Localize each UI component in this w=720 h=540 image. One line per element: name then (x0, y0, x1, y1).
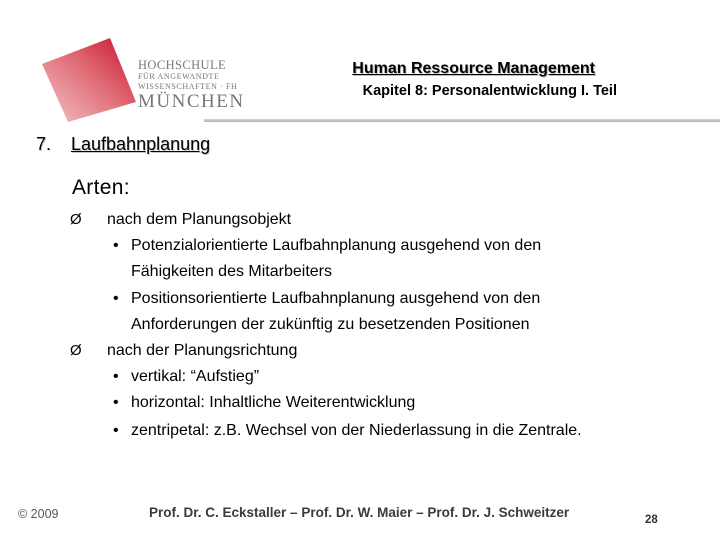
bullet-icon: • (113, 237, 119, 254)
copyright-notice: © 2009 (18, 507, 59, 521)
list-item-planning-direction (70, 342, 297, 360)
sub-item-text: Potenzialorientierte Laufbahnplanung ausgehend von den (131, 237, 542, 254)
sub-item-text: Positionsorientierte Laufbahnplanung ausgehend von den (131, 290, 541, 307)
university-logo (32, 38, 244, 122)
sub-item-vertical (113, 368, 259, 386)
sub-item-continuation: Fähigkeiten des Mitarbeiters (131, 263, 332, 280)
section-heading (36, 134, 210, 155)
list-item-planning-object (70, 211, 291, 229)
page-number: 28 (645, 514, 658, 526)
logo-line-angewandte: FÜR ANGEWANDTE (138, 72, 220, 81)
arrow-bullet-icon: Ø (70, 342, 82, 359)
header-subtitle: Kapitel 8: Personalentwicklung I. Teil (362, 83, 617, 99)
bullet-icon: • (113, 422, 119, 439)
sub-item-potential (113, 237, 541, 255)
sub-item-text: horizontal: Inhaltliche Weiterentwicklung (131, 394, 416, 411)
sub-item-text: zentripetal: z.B. Wechsel von der Niederlassung in die Zentrale. (131, 422, 582, 439)
section-number: 7. (36, 134, 52, 154)
header-title: Human Ressource Management (352, 60, 595, 77)
bullet-icon: • (113, 394, 119, 411)
arrow-bullet-icon: Ø (70, 211, 82, 228)
list-item-label: nach dem Planungsobjekt (107, 211, 292, 228)
logo-line-hochschule: HOCHSCHULE (138, 58, 227, 72)
list-item-label: nach der Planungsrichtung (107, 342, 298, 359)
sub-item-text: vertikal: “Aufstieg” (131, 368, 260, 385)
sub-item-position (113, 290, 540, 308)
header-divider (204, 119, 720, 122)
logo-line-wissenschaften: WISSENSCHAFTEN · FH (138, 82, 238, 91)
section-title: Laufbahnplanung (71, 134, 211, 154)
logo-line-muenchen: MÜNCHEN (138, 91, 245, 112)
content-heading: Arten: (72, 176, 130, 199)
bullet-icon: • (113, 290, 119, 307)
bullet-icon: • (113, 368, 119, 385)
sub-item-centripetal (113, 422, 582, 440)
sub-item-horizontal (113, 394, 415, 412)
footer-authors: Prof. Dr. C. Eckstaller – Prof. Dr. W. Maier – Prof. Dr. J. Schweitzer (149, 505, 570, 520)
logo-wordmark (138, 58, 245, 113)
sub-item-continuation: Anforderungen der zukünftig zu besetzenden Positionen (131, 316, 530, 333)
